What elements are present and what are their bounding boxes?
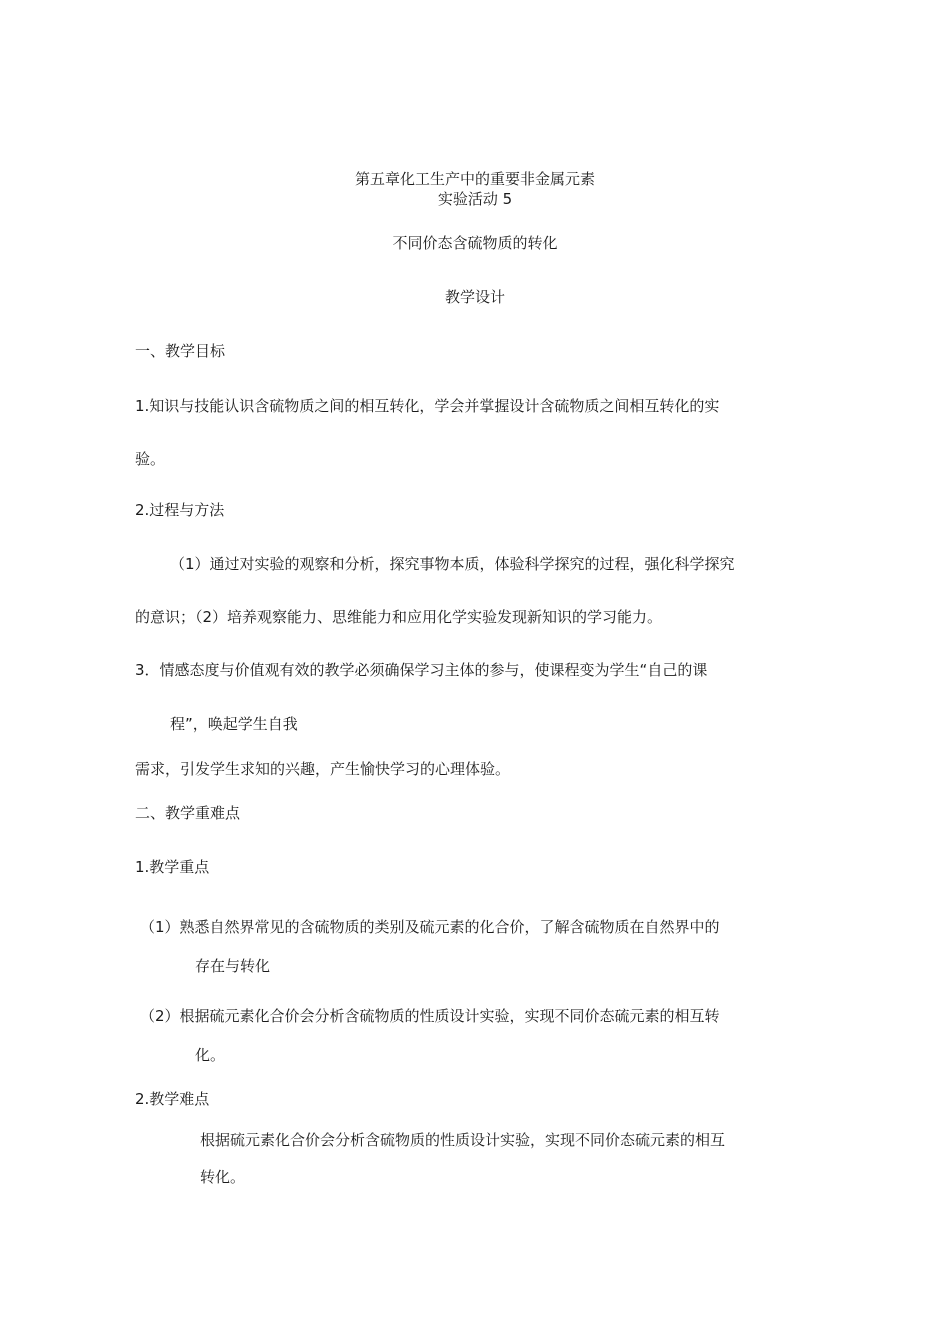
goal1-line2: 验。 bbox=[135, 450, 166, 468]
difficulty-line1: 根据硫元素化合价会分析含硫物质的性质设计实验，实现不同价态硫元素的相互 bbox=[200, 1131, 726, 1149]
key1-line2: 存在与转化 bbox=[195, 957, 271, 975]
key2-line2: 化。 bbox=[195, 1046, 226, 1064]
difficulty-heading: 2.教学难点 bbox=[135, 1090, 210, 1108]
design-title: 教学设计 bbox=[444, 288, 505, 306]
goal3-line3: 需求，引发学生求知的兴趣，产生愉快学习的心理体验。 bbox=[135, 760, 511, 778]
activity-title: 实验活动 5 bbox=[437, 190, 513, 208]
goal2-heading: 2.过程与方法 bbox=[135, 501, 225, 519]
goal3-line1: 3．情感态度与价值观有效的教学必须确保学习主体的参与，使课程变为学生“自己的课 bbox=[135, 661, 708, 679]
topic-title: 不同价态含硫物质的转化 bbox=[392, 234, 558, 252]
difficulty-line2: 转化。 bbox=[200, 1168, 246, 1186]
goal2-line2: 的意识；（2）培养观察能力、思维能力和应用化学实验发现新知识的学习能力。 bbox=[135, 608, 663, 626]
goal1-line1: 1.知识与技能认识含硫物质之间的相互转化，学会并掌握设计含硫物质之间相互转化的实 bbox=[135, 397, 720, 415]
key1-line1: （1）熟悉自然界常见的含硫物质的类别及硫元素的化合价，了解含硫物质在自然界中的 bbox=[140, 918, 720, 936]
key2-line1: （2）根据硫元素化合价会分析含硫物质的性质设计实验，实现不同价态硫元素的相互转 bbox=[140, 1007, 720, 1025]
chapter-title: 第五章化工生产中的重要非金属元素 bbox=[354, 170, 595, 188]
goal3-line2: 程”，唤起学生自我 bbox=[170, 715, 298, 733]
section-heading-keypoints: 二、教学重难点 bbox=[135, 804, 241, 822]
key-heading: 1.教学重点 bbox=[135, 858, 210, 876]
section-heading-objectives: 一、教学目标 bbox=[135, 342, 226, 360]
goal2-line1: （1）通过对实验的观察和分析，探究事物本质，体验科学探究的过程，强化科学探究 bbox=[170, 555, 735, 573]
